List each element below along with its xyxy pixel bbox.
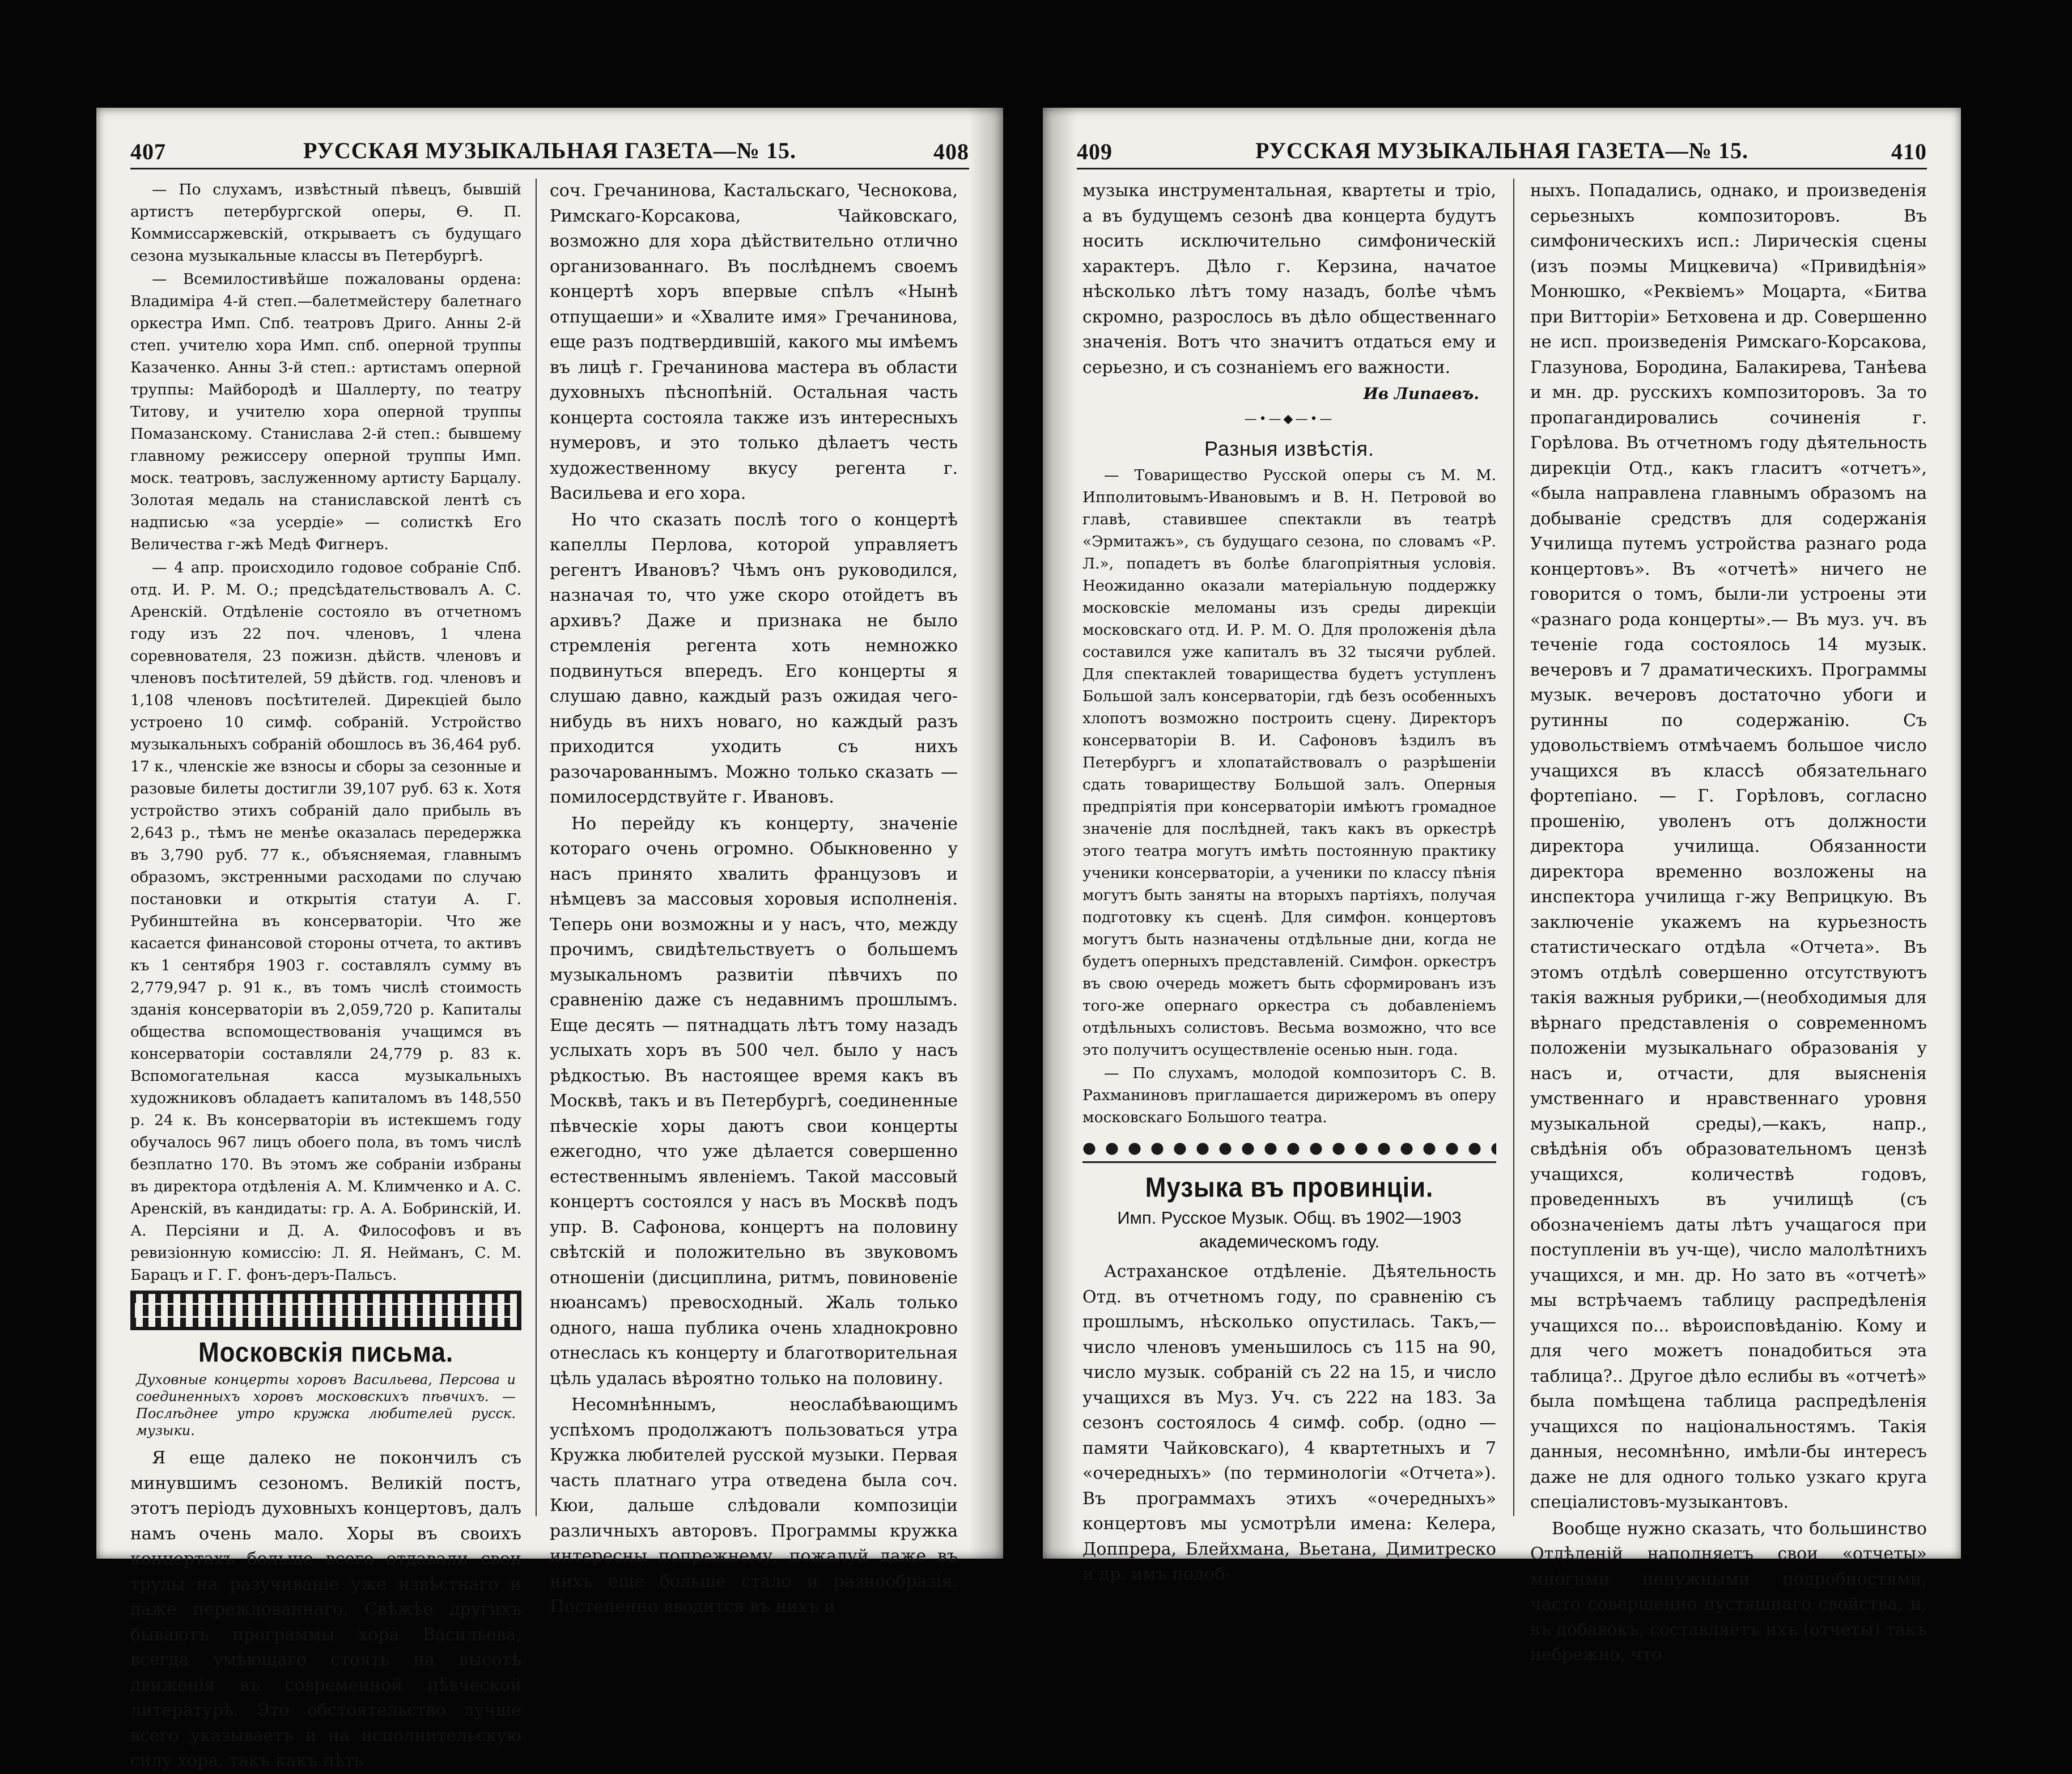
section-title-province: Музыка въ провинціи. (1145, 1172, 1434, 1203)
page-number-410: 410 (1891, 139, 1927, 164)
newspaper-title: РУССКАЯ МУЗЫКАЛЬНАЯ ГАЗЕТА—№ 15. (1255, 138, 1748, 163)
page-number-408: 408 (933, 139, 969, 164)
left-page-column-1 (130, 179, 521, 1771)
newspaper-title: РУССКАЯ МУЗЫКАЛЬНАЯ ГАЗЕТА—№ 15. (303, 138, 796, 163)
gutter-shadow (1043, 108, 1077, 1559)
article-paragraph: ныхъ. Попадались, однако, и произведенія серьезныхъ композиторовъ. Въ симфоническихъ исп.: Лирическія сцены (изъ поэмы Мицкевича) «Привидѣнія» Монюшко, «Реквіемъ» Моцарта, «Битва при Витторіи» Бетховена и др. Совершенно не исп. произведенія Римскаго-Корсакова, Глазунова, Бородина, Балакирева, Танѣева и мн. др. русскихъ композиторовъ. За то пропагандировались сочиненія г. Горѣлова. Въ отчетномъ году дѣятельность дирекціи Отд., какъ гласитъ «отчетъ», «была направлена главнымъ образомъ на добываніе средствъ для содержанія Училища путемъ устройства разнаго рода концертовъ». Въ «отчетѣ» ничего не говорится о томъ, были-ли устроены эти «разнаго рода концерты».— Въ муз. уч. въ теченіе года состоялось 14 музык. вечеровъ и 7 драматическихъ. Программы музык. вечеровъ достаточно убоги и рутинны по содержанію. Съ удовольствіемъ отмѣчаемъ большое число учащихся въ классѣ обязательнаго фортепіано. — Г. Горѣловъ, согласно прошенію, уволенъ отъ должности директора училища. Обязанности директора временно возложены на инспектора училища г-жу Веприцкую. Въ заключеніе укажемъ на курьезность статистическаго отдѣла «Отчета». Въ этомъ отдѣлѣ совершенно отсутствуютъ такія важныя рубрики,—(необходимыя для вѣрнаго представленія о современномъ положеніи музыкальнаго образованія у насъ и, отчасти, для выясненія умственнаго и нравственнаго уровня музыкальной среды),—какъ, напр., свѣдѣнія объ образовательномъ цензѣ учащихся, количествѣ годовъ, проведенныхъ въ училищѣ (съ обозначеніемъ даты лѣтъ учащагося при поступленіи въ уч-ще), число малолѣтнихъ учащихся, и мн. др. Но зато въ «отчетѣ» мы встрѣчаемъ таблицу распредѣленія учащихся по... вѣроисповѣданію. Кому и для чего можетъ понадобиться эта таблица?.. Другое дѣло еслибы въ «отчетѣ» была помѣщена таблица распредѣленія учащихся по національностямъ. Такія данныя, несомнѣнно, имѣли-бы интересъ даже не для одного только узкаго круга спеціалистовъ-музыкантовъ. (1530, 181, 1927, 1512)
section-title-moscow-letters: Московскія письма. (198, 1337, 454, 1368)
gutter-shadow (969, 108, 1003, 1559)
news-item-russian-opera: — Товарищество Русской оперы съ М. М. Ипполитовымъ-Ивановымъ и В. Н. Петровой во главѣ, ставившее спектакли въ театрѣ «Эрмитажъ», съ будущаго сезона, по словамъ «Р. Л.», попадетъ въ болѣе благопріятныя условія. Неожиданно оказали матеріальную поддержку московскіе меломаны изъ среды дирекціи московскаго отд. И. Р. М. О. Для проложенія дѣла составился уже капиталъ въ 32 тысячи рублей. Для спектаклей товарищества будетъ уступленъ Большой залъ консерваторіи, гдѣ безъ особенныхъ хлопотъ возможно построить сцену. Директоръ консерваторіи В. И. Сафоновъ ѣздилъ въ Петербургъ и хлопатайствовалъ о разрѣшеніи сдать товариществу Большой залъ. Оперныя предпріятія при консерваторіи имѣютъ громадное значеніе для послѣдней, такъ какъ въ оркестрѣ этого театра могутъ имѣть постоянную практику ученики консерваторіи, а ученики по классу пѣнія могутъ быть заняты на вторыхъ партіяхъ, получая подготовку къ сценѣ. Для симфон. концертовъ могутъ быть назначены отдѣльные дни, когда не будетъ оперныхъ представленій. Симфон. оркестръ въ свою очередь можетъ быть сформированъ изъ того-же опернаго оркестра съ добавленіемъ отдѣльныхъ солистовъ. Весьма возможно, что все это получитъ осуществленіе осенью нын. года. (1082, 466, 1496, 1059)
column-rule (536, 179, 537, 1516)
moscow-letter-paragraph: Я еще далеко не покончилъ съ минувшимъ сезономъ. Великій постъ, этотъ періодъ духовныхъ концертовъ, далъ намъ очень мало. Хоры въ своихъ концертахъ больше всего отдавали свои труды на разучиваніе уже извѣстнаго и даже переждованнаго. Свѣжѣе другихъ бываютъ программы хора Васильева, всегда умѣющаго стоять на высотѣ движенія въ современной пѣвческой литературѣ. Это обстоятельство лучше всего указываетъ и на исполнительскую силу хора, такъ какъ пѣть (130, 1448, 521, 1771)
news-item-rachmaninov: — По слухамъ, молодой композиторъ С. В. Рахманиновъ приглашается дирижеромъ въ оперу московскаго Большого театра. (1082, 1064, 1496, 1126)
article-paragraph: Но перейду къ концерту, значеніе котораго очень огромно. Обыкновенно у насъ принято хвалить французовъ и нѣмцевъ за массовыя хоровыя исполненія. Теперь они возможны и у насъ, что, между прочимъ, свидѣтельствуетъ о большемъ музыкальномъ развитіи пѣвчихъ по сравненію даже съ недавнимъ прошлымъ. Еще десять — пятнадцать лѣтъ тому назадъ услыхать хоръ въ 500 чел. было у насъ рѣдкостью. Въ настоящее время какъ въ Москвѣ, такъ и въ Петербургѣ, соединенные пѣвческіе хоры даютъ свои концерты ежегодно, что уже дѣлается совершенно естественнымъ явленіемъ. Такой массовый концертъ состоялся у насъ въ Москвѣ подъ упр. В. Сафонова, концертъ на половину свѣтскій и положительно въ звуковомъ отношеніи (дисциплина, ритмъ, повиновеніе нюансамъ) превосходный. Жаль только одного, наша публика очень хладнокровно отнеслась къ концерту и благотворительная цѣль удалась вѣроятно только на половину. (550, 813, 958, 1389)
article-paragraph: музыка инструментальная, квартеты и тріо, а въ будущемъ сезонѣ два концерта будутъ носить исключительно симфоническій характеръ. Дѣло г. Керзина, начатое нѣсколько лѣтъ тому назадъ, болѣе чѣмъ скромно, разрослось въ дѣло общественнаго значенія. Вотъ что значитъ отдаться ему и серьезно, и съ сознаніемъ его важности. (1082, 181, 1496, 377)
running-header-right (1077, 136, 1927, 169)
left-page (96, 108, 1003, 1771)
news-item-rmo-meeting: — 4 апр. происходило годовое собраніе Спб. отд. И. Р. М. О.; предсѣдательствовалъ А. С. Аренскій. Отдѣленіе состояло въ отчетномъ году изъ 22 поч. членовъ, 1 члена соревнователя, 23 пожизн. дѣйств. членовъ и членовъ посѣтителей, 59 дѣйств. год. членовъ и 1,108 членовъ посѣтителей. Дирекціей было устроено 10 симф. собраній. Устройство музыкальныхъ собраній обошлось въ 36,464 руб. 17 к., членскіе же взносы и сборы за сезонные и разовые билеты достигли 39,107 руб. 63 к. Хотя устройство этихъ собраній дало прибыль въ 2,643 р., тѣмъ не менѣе оказалась передержка въ 3,790 руб. 77 к., объясняемая, главнымъ образомъ, экстренными расходами по случаю постановки и открытія статуи А. Г. Рубинштейна въ консерваторіи. Что же касается финансовой стороны отчета, то активъ къ 1 сентября 1903 г. составлялъ сумму въ 2,779,947 р. 91 к., въ томъ числѣ стоимость зданія консерваторіи въ 2,059,720 р. Капиталы общества вспомоществованія учащимся въ консерваторіи составляли 24,779 р. 83 к. Вспомогательная касса музыкальныхъ художниковъ обладаетъ капиталомъ въ 148,550 р. 24 к. Въ консерваторіи въ истекшемъ году обучалось 967 лицъ обоего пола, въ томъ числѣ безплатно 170. Въ этомъ же собраніи избраны въ директора отдѣленія А. М. Климченко и А. С. Аренскій, въ кандидаты: гр. А. А. Бобринскій, И. А. Персіяни и Д. А. Философовъ и въ ревизіонную комиссію: Л. Я. Нейманъ, С. М. Барацъ и Г. Г. фонъ-деръ-Пальсъ. (130, 559, 521, 1284)
divider-ornament: —•—◆—•— (1244, 412, 1335, 426)
article-paragraph: Вообще нужно сказать, что большинство Отдѣленій наполняетъ свои «отчеты» многими ненужными подробностями, часто совершенно пустяшнаго свойства, и, въ добавокъ, составляетъ ихъ (отчеты) такъ небрежно, что (1530, 1518, 1927, 1665)
left-page-column-2 (550, 179, 958, 1616)
section-summary: Духовные концерты хоровъ Васильева, Персова и соединенныхъ хоровъ московскихъ пѣвчихъ. — Послѣднее утро кружка любителей русск. музыки. (136, 1372, 516, 1438)
running-header-left (130, 136, 969, 169)
right-page (1043, 108, 1961, 1665)
section-title-news: Разныя извѣстія. (1204, 437, 1374, 460)
article-paragraph: соч. Гречанинова, Кастальскаго, Чеснокова, Римскаго-Корсакова, Чайковскаго, возможно для хора дѣйствительно отлично организованнаго. Въ послѣднемъ своемъ концертѣ хоръ впервые спѣлъ «Нынѣ отпущаеши» и «Хвалите имя» Гречанинова, еще разъ подтвердившій, какого мы имѣемъ въ лицѣ г. Гречанинова мастера въ области духовныхъ пѣснопѣній. Остальная часть концерта состояла также изъ интересныхъ нумеровъ, и это только дѣлаетъ честь художественному вкусу регента г. Васильева и его хора. (550, 181, 958, 503)
decorative-band (130, 1291, 521, 1330)
author-signature: Ив Липаевъ. (1363, 384, 1479, 403)
astrakhan-paragraph: Астраханское отдѣленіе. Дѣятельность Отд. въ отчетномъ году, по сравненію съ прошлымъ, нѣсколько опустилась. Такъ,—число членовъ уменьшилось съ 115 на 90, число музык. собраній съ 22 на 15, и число учащихся въ Муз. Уч. съ 222 на 183. За сезонъ состоялось 4 симф. собр. (одно — памяти Чайковскаго), 4 квартетныхъ и 7 «очередныхъ» (по терминологіи «Отчета»). Въ программахъ этихъ «очередныхъ» концертовъ мы усмотрѣли имена: Келера, Доппрера, Блейхмана, Вьетана, Димитреско и др. имъ подоб- (1082, 1262, 1496, 1584)
page-number-407: 407 (130, 139, 166, 164)
article-paragraph: Несомнѣннымъ, неослабѣвающимъ успѣхомъ продолжаютъ пользоваться утра Кружка любителей русской музыки. Первая часть платнаго утра отведена была соч. Кюи, дальше слѣдовали композиціи различныхъ авторовъ. Программы кружка интересны попрежнему, пожалуй даже въ нихъ еще больше стало и разнообразія. Постепенно вводится въ нихъ и (550, 1395, 958, 1616)
article-paragraph: Но что сказать послѣ того о концертѣ капеллы Перлова, которой управляетъ регентъ Ивановъ? Чѣмъ онъ руководился, назначая то, что уже скоро отойдетъ въ архивъ? Даже и признака не было стремленія регента хоть немножко подвинуться впередъ. Его концерты я слушаю давно, каждый разъ ожидая чего-нибудь въ нихъ новаго, но каждый разъ приходится уходить съ нихъ разочарованнымъ. Можно только сказать — помилосердствуйте г. Ивановъ. (550, 510, 958, 807)
section-subtitle: Имп. Русское Музык. Общ. въ 1902—1903 академическомъ году. (1117, 1208, 1462, 1251)
right-page-column-2 (1530, 179, 1927, 1665)
decorative-band (1082, 1136, 1496, 1163)
right-page-column-1 (1082, 179, 1496, 1584)
news-item-kommissarzhevsky: — По слухамъ, извѣстный пѣвецъ, бывшій артистъ петербургской оперы, Ѳ. П. Коммиссаржевскій, открываетъ съ будущаго сезона музыкальные классы въ Петербургѣ. (130, 181, 521, 265)
page-number-409: 409 (1077, 139, 1113, 164)
column-rule (1513, 179, 1514, 1516)
news-item-orders: — Всемилостивѣйше пожалованы ордена: Владиміра 4-й степ.—балетмейстеру балетнаго оркестра Имп. Спб. театровъ Дриго. Анны 2-й степ. учителю хора Имп. спб. оперной труппы Казаченко. Анны 3-й степ.: артистамъ оперной труппы: Майбородѣ и Шаллерту, по театру Титову, и учителю хора оперной труппы Помазанскому. Станислава 2-й степ.: бывшему главному режиссеру оперной труппы Имп. моск. театровъ, заслуженному артисту Барцалу. Золотая медаль на станиславской лентѣ съ надписью «за усердіе» — солисткѣ Его Величества г-жѣ Медѣ Фигнеръ. (130, 270, 521, 553)
